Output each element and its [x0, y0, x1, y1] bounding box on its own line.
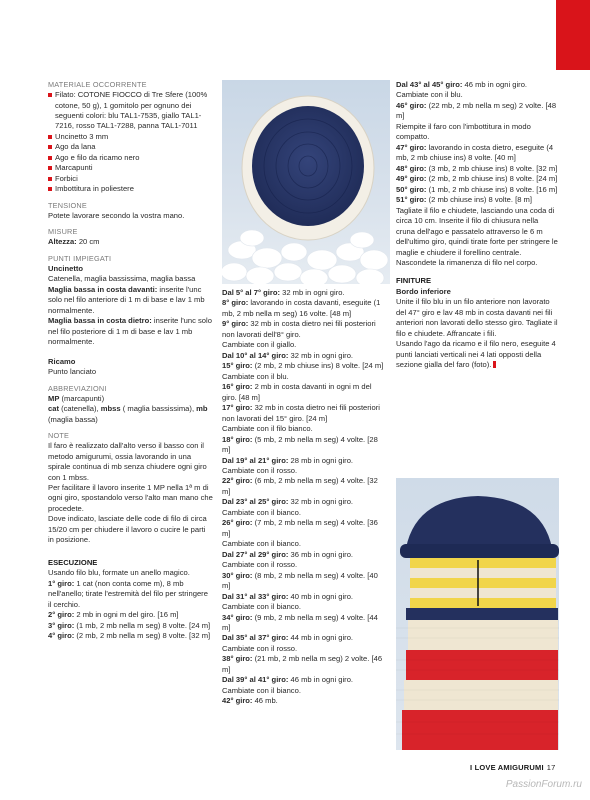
photo-lighthouse-body: [396, 478, 559, 750]
instruction-row: [222, 571, 388, 592]
final-text: [396, 339, 559, 370]
row-label: 18° giro:: [222, 434, 253, 444]
instruction-row: [222, 340, 388, 350]
row-label: 9° giro:: [222, 319, 249, 329]
abbr-cat-desc: (catenella),: [58, 404, 101, 414]
note-paragraph: Dove indicato, lasciate delle code di filo di circa 15/20 cm per chiudere il lavoro o cucire le parti in posizione.: [48, 514, 207, 545]
height-line: [48, 237, 213, 247]
row-text: (2 mb, 2 mb chiuse ins) 8 volte. [24 m]: [426, 174, 558, 184]
section-title-measures: MISURE: [48, 227, 78, 237]
materials-list: [48, 90, 213, 195]
row-text: Tagliate il filo e chiudete, lasciando una coda di circa 10 cm. Inserite il filo di chiusura nella cruna dell'ago e passatelo attraverso le 6 m dell'ultimo giro, quindi tirate forte per stringere le maglie e chiudere il forellino centrale. Nascondete la rimanenza di filo nel corpo.: [396, 205, 558, 267]
row-label: 8° giro:: [222, 298, 249, 308]
row-text: 32 mb in costa dietro nei fili posteriori non lavorati del 15° giro. [24 m]: [222, 403, 380, 423]
row-text: 46 mb in ogni giro.: [288, 675, 354, 685]
row-text: Cambiate con il bianco.: [222, 685, 301, 695]
instruction-row: [222, 424, 388, 434]
row-text: (7 mb, 2 mb nella m seg) 4 volte. [36 m]: [222, 518, 378, 538]
material-item: Forbici: [48, 174, 213, 184]
row-label: 51° giro:: [396, 195, 427, 205]
section-title-abbreviations: ABBREVIAZIONI: [48, 383, 107, 393]
row-label: 46° giro:: [396, 100, 427, 110]
abbr-mp-desc: (marcapunti): [59, 393, 105, 403]
material-item: Marcapunti: [48, 163, 213, 173]
photo-lighthouse-top: [222, 80, 390, 284]
mb-back-desc: [48, 316, 213, 347]
row-label: 49° giro:: [396, 174, 427, 184]
instruction-row: [222, 476, 388, 497]
material-item: Filato: COTONE FIOCCO di Tre Sfere (100% cotone, 50 g), 1 gomitolo per ognuno dei seguenti colori: blu TAL1-7535, giallo TAL1-7216, rosso TAL1-7288, panna TAL1-7011: [48, 90, 213, 132]
row-text: Cambiate con il bianco.: [222, 539, 301, 549]
row-text: (21 mb, 2 mb nella m seg) 2 volte. [46 m]: [222, 654, 383, 674]
column-materials: [48, 80, 213, 642]
instruction-row: [222, 675, 388, 685]
abbr-mb-desc: (maglia bassa): [48, 414, 98, 424]
row-label: 48° giro:: [396, 163, 427, 173]
execution-intro: Usando filo blu, formate un anello magico.: [48, 568, 190, 578]
note-paragraph: Il faro è realizzato dall'alto verso il basso con il metodo amigurumi, ossia lavorando in una spirale continua di mb senza chiudere ogni giro con 1 mbss.: [48, 441, 207, 482]
abbr-mb: mb: [196, 404, 208, 414]
row-label: 1° giro:: [48, 578, 75, 588]
row-text: lavorando in costa dietro, eseguite (4 mb, 2 mb chiuse ins) 8 volte. [40 m]: [396, 142, 554, 163]
right-rows: [396, 80, 559, 268]
row-text: Cambiate con il giallo.: [222, 340, 297, 350]
watermark: PassionForum.ru: [505, 779, 582, 790]
row-text: 40 mb in ogni giro.: [288, 591, 354, 601]
instruction-row: [222, 319, 388, 340]
row-label: Dal 39° al 41° giro:: [222, 675, 289, 685]
row-text: (9 mb, 2 mb nella m seg) 4 volte. [44 m]: [222, 612, 378, 632]
row-text: 36 mb in ogni giro.: [288, 549, 354, 559]
notes-list: [48, 441, 213, 546]
instruction-row: [222, 435, 388, 456]
row-label: Dal 31° al 33° giro:: [222, 591, 289, 601]
page-number: 17: [546, 763, 556, 772]
row-label: 16° giro:: [222, 382, 253, 392]
column-instructions-middle: [222, 288, 388, 707]
instruction-row: [396, 80, 559, 90]
tension-text: Potete lavorare secondo la vostra mano.: [48, 210, 185, 220]
instruction-row: [222, 518, 388, 539]
instruction-row: [222, 466, 388, 476]
abbr-cat: cat: [48, 404, 59, 414]
abbr-line-1: [48, 394, 213, 404]
instruction-row: [222, 288, 388, 298]
row-label: Dal 23° al 25° giro:: [222, 497, 289, 507]
row-label: 22° giro:: [222, 476, 253, 486]
material-item: Imbottitura in poliestere: [48, 184, 213, 194]
instruction-row: [222, 539, 388, 549]
instruction-row: [222, 497, 388, 507]
row-text: 32 mb in costa dietro nei fili posteriori non lavorati dell'8° giro.: [222, 319, 376, 339]
page-footer: [470, 763, 556, 773]
row-label: Dal 27° al 29° giro:: [222, 549, 289, 559]
page-corner-tab: [556, 0, 590, 70]
instruction-row: [396, 143, 559, 164]
row-text: (2 mb, 2 mb chiuse ins) 8 volte. [24 m]: [252, 361, 384, 371]
row-text: 46 mb in ogni giro.: [462, 80, 528, 89]
row-label: 38° giro:: [222, 654, 253, 664]
row-text: (1 mb, 2 mb chiuse ins) 8 volte. [16 m]: [426, 184, 558, 194]
row-text: Cambiate con il bianco.: [222, 507, 301, 517]
section-title-tension: TENSIONE: [48, 200, 87, 210]
instruction-row: [222, 613, 388, 634]
row-label: 47° giro:: [396, 142, 427, 152]
row-text: (6 mb, 2 mb nella m seg) 4 volte. [32 m]: [222, 476, 378, 496]
instruction-row: [396, 90, 559, 100]
instruction-row: [222, 372, 388, 382]
instruction-row: [222, 696, 388, 706]
instruction-row: [396, 122, 559, 143]
section-title-finishing: FINITURE: [396, 276, 432, 286]
row-text: (5 mb, 2 mb nella m seg) 4 volte. [28 m]: [222, 434, 378, 455]
row-label: 3° giro:: [48, 620, 75, 630]
row-label: Dal 43° al 45° giro:: [396, 80, 463, 89]
instruction-row: [222, 686, 388, 696]
row-text: 28 mb in ogni giro.: [288, 455, 354, 465]
row-label: 4° giro:: [48, 631, 75, 641]
instruction-row: [222, 560, 388, 570]
row-label: 15° giro:: [222, 361, 253, 371]
row-text: (22 mb, 2 mb nella m seg) 2 volte. [48 m]: [396, 100, 557, 121]
row-label: Dal 35° al 37° giro:: [222, 633, 289, 643]
instruction-row: [222, 550, 388, 560]
section-title-materials: MATERIALE OCCORRENTE: [48, 80, 147, 89]
magazine-name: I LOVE AMIGURUMI: [470, 763, 544, 772]
row-text: 46 mb.: [252, 696, 278, 706]
instruction-row: [222, 508, 388, 518]
embroidery-label: Ricamo: [48, 356, 76, 366]
row-text: lavorando in costa davanti, eseguite (1 mb, 2 mb nella m seg) 16 volte. [48 m]: [222, 298, 381, 318]
material-item: Uncinetto 3 mm: [48, 132, 213, 142]
column-instructions-right: [396, 80, 559, 371]
row-text: 32 mb in ogni giro.: [288, 497, 354, 507]
instruction-row: [222, 298, 388, 319]
bottom-edge-title: Bordo inferiore: [396, 286, 451, 296]
instruction-row: [48, 621, 213, 631]
execution-rows: [48, 579, 213, 642]
instruction-row: [396, 164, 559, 174]
row-text: (8 mb, 2 mb nella m seg) 4 volte. [40 m]: [222, 570, 378, 591]
row-text: Cambiate con il rosso.: [222, 465, 298, 475]
height-label: Altezza:: [48, 237, 77, 247]
row-text: 44 mb in ogni giro.: [288, 633, 354, 643]
instruction-row: [396, 206, 559, 269]
embroidery-text: Punto lanciato: [48, 367, 97, 377]
instruction-row: [222, 644, 388, 654]
row-text: (3 mb, 2 mb chiuse ins) 8 volte. [32 m]: [426, 163, 558, 173]
row-text: Cambiate con il blu.: [396, 90, 463, 100]
row-label: Dal 5° al 7° giro:: [222, 288, 280, 297]
material-item: Ago da lana: [48, 142, 213, 152]
instruction-row: [222, 382, 388, 403]
row-text: 2 mb in costa davanti in ogni m del giro. [48 m]: [222, 382, 372, 402]
photo-lighthouse-body-illustration: [396, 478, 559, 750]
height-value: 20 cm: [76, 237, 100, 247]
crochet-label: Uncinetto: [48, 263, 84, 273]
instruction-row: [396, 101, 559, 122]
photo-lighthouse-top-illustration: [222, 80, 390, 284]
row-label: 26° giro:: [222, 518, 253, 528]
instruction-row: [48, 631, 213, 641]
instruction-row: [222, 361, 388, 371]
instruction-row: [222, 456, 388, 466]
instruction-row: [48, 579, 213, 610]
row-text: 32 mb in ogni giro.: [279, 288, 345, 297]
final-text-content: Usando l'ago da ricamo e il filo nero, eseguite 4 punti lanciati verticali nei 4 lati opposti della sezione gialla del faro (foto).: [396, 339, 556, 370]
row-text: Cambiate con il blu.: [222, 371, 289, 381]
row-label: 2° giro:: [48, 610, 75, 620]
material-item: Ago e filo da ricamo nero: [48, 153, 213, 163]
note-paragraph: Per facilitare il lavoro inserite 1 MP nella 1ª m di ogni giro, spostandolo verso l'alto man mano che procedete.: [48, 482, 213, 513]
instruction-row: [222, 602, 388, 612]
end-mark: [493, 361, 496, 368]
mb-back-label: Maglia bassa in costa dietro:: [48, 316, 152, 326]
row-text: Cambiate con il bianco.: [222, 602, 301, 612]
section-title-execution: ESECUZIONE: [48, 557, 98, 567]
row-label: 30° giro:: [222, 570, 253, 580]
row-label: 34° giro:: [222, 612, 253, 622]
section-title-stitches: PUNTI IMPIEGATI: [48, 253, 112, 263]
section-title-notes: NOTE: [48, 431, 70, 441]
instruction-row: [222, 633, 388, 643]
abbr-mbss: mbss: [100, 404, 121, 414]
row-text: Cambiate con il rosso.: [222, 560, 298, 570]
row-label: Dal 19° al 21° giro:: [222, 455, 289, 465]
mb-front-desc: [48, 285, 213, 316]
row-text: Cambiate con il filo bianco.: [222, 424, 313, 434]
mb-front-label: Maglia bassa in costa davanti:: [48, 284, 158, 294]
row-label: 17° giro:: [222, 403, 253, 413]
row-text: 1 cat (non conta come m), 8 mb nell'anello; tirate l'estremità del filo per stringere il cerchio.: [48, 578, 208, 609]
abbr-mp: MP: [48, 393, 60, 403]
instruction-row: [222, 351, 388, 361]
row-text: Cambiate con il rosso.: [222, 643, 298, 653]
row-label: 50° giro:: [396, 184, 427, 194]
row-text: (2 mb, 2 mb nella m seg) 8 volte. [32 m]: [74, 631, 211, 641]
instruction-row: [222, 592, 388, 602]
abbr-line-2: [48, 404, 213, 425]
instruction-row: [396, 174, 559, 184]
row-text: (2 mb chiuse ins) 8 volte. [8 m]: [426, 195, 532, 205]
middle-rows: [222, 288, 388, 707]
instruction-row: [396, 195, 559, 205]
abbr-mbss-desc: ( maglia bassissima),: [120, 404, 197, 414]
instruction-row: [48, 610, 213, 620]
row-text: 2 mb in ogni m del giro. [16 m]: [74, 610, 179, 620]
instruction-row: [222, 403, 388, 424]
instruction-row: [396, 185, 559, 195]
mb-back-text: inserite l'unc solo nel filo posteriore di 1 m di base e lav 1 mb normalmente.: [48, 316, 212, 347]
bottom-edge-text: Unite il filo blu in un filo anteriore non lavorato del 47° giro e lav 48 mb in costa davanti nei fili anteriori non lavorati dello stesso giro. Tagliate il filo e chiudete. Affrancate i fili.: [396, 297, 558, 338]
row-text: Riempite il faro con l'imbottitura in modo compatto.: [396, 121, 531, 142]
crochet-text: Catenella, maglia bassissima, maglia bassa: [48, 274, 196, 284]
row-label: Dal 10° al 14° giro:: [222, 350, 289, 360]
instruction-row: [222, 654, 388, 675]
row-text: (1 mb, 2 mb nella m seg) 8 volte. [24 m]: [74, 620, 211, 630]
row-text: 32 mb in ogni giro.: [288, 350, 354, 360]
mb-front-text: inserite l'unc solo nel filo anteriore di 1 m di base e lav 1 mb normalmente.: [48, 284, 205, 315]
row-label: 42° giro:: [222, 696, 253, 706]
